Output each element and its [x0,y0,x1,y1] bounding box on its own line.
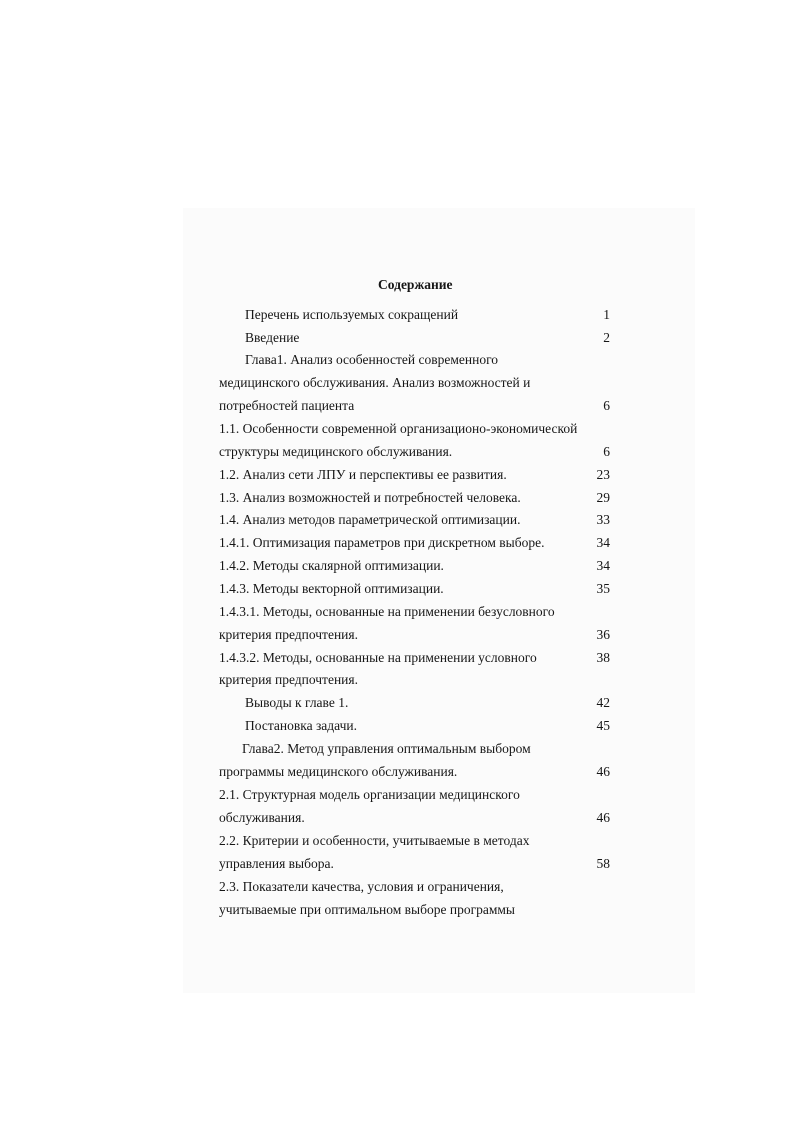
toc-entry-page: 33 [596,512,610,527]
toc-entry-page: 36 [596,627,610,642]
toc-entry-text: 1.4.3.2. Методы, основанные на применении условного [219,650,537,665]
toc-entry-text: программы медицинского обслуживания. [219,764,458,779]
toc-entry-text: управления выбора. [219,856,334,871]
toc-entry-page: 2 [603,330,610,345]
toc-entry-text: Выводы к главе 1. [245,695,349,710]
toc-entry-page: 35 [596,581,610,596]
toc-entry-text: 1.4.3.1. Методы, основанные на применении безусловного [219,604,555,619]
toc-entry-text: Глава2. Метод управления оптимальным выбором [242,741,531,756]
toc-entry-text: Постановка задачи. [245,718,357,733]
toc-entry-text: потребностей пациента [219,398,355,413]
toc-entry-text: 2.1. Структурная модель организации медицинского [219,787,520,802]
toc-entry-text: 1.1. Особенности современной организационо-экономической [219,421,578,436]
toc-entry-text: 1.3. Анализ возможностей и потребностей человека. [219,490,521,505]
toc-entry-page: 23 [596,467,610,482]
toc-entry-text: Глава1. Анализ особенностей современного [245,352,499,367]
toc-entry-page: 29 [596,490,610,505]
toc-entry-page: 6 [603,398,610,413]
toc-entry-text: 1.2. Анализ сети ЛПУ и перспективы ее развития. [219,467,507,482]
toc-entry-page: 34 [596,535,610,550]
toc-entry-page: 46 [596,764,610,779]
toc-title: Содержание [378,277,453,292]
toc-entry-text: 2.3. Показатели качества, условия и ограничения, [219,879,504,894]
toc-entry-page: 6 [603,444,610,459]
toc-entry-text: обслуживания. [219,810,305,825]
toc-entry-text: 1.4.2. Методы скалярной оптимизации. [219,558,444,573]
toc-entry-text: Введение [245,330,300,345]
toc-entry-text: учитываемые при оптимальном выборе программы [219,902,515,917]
toc-entry-text: критерия предпочтения. [219,627,358,642]
toc-entry-page: 45 [596,718,610,733]
toc-entry-text: 1.4.3. Методы векторной оптимизации. [219,581,444,596]
toc-entry-page: 38 [596,650,610,665]
toc-entry-page: 46 [596,810,610,825]
toc-entry-text: медицинского обслуживания. Анализ возможностей и [219,375,531,390]
toc-entry-page: 1 [603,307,610,322]
toc-entry-text: 1.4. Анализ методов параметрической оптимизации. [219,512,521,527]
toc-entry-text: 1.4.1. Оптимизация параметров при дискретном выборе. [219,535,545,550]
toc-entry-page: 58 [596,856,610,871]
toc-entry-text: структуры медицинского обслуживания. [219,444,453,459]
toc-entry-text: критерия предпочтения. [219,672,358,687]
toc-entry-text: Перечень используемых сокращений [245,307,459,322]
toc-entry-text: 2.2. Критерии и особенности, учитываемые в методах [219,833,530,848]
toc-entry-page: 42 [596,695,610,710]
toc-entry-page: 34 [596,558,610,573]
